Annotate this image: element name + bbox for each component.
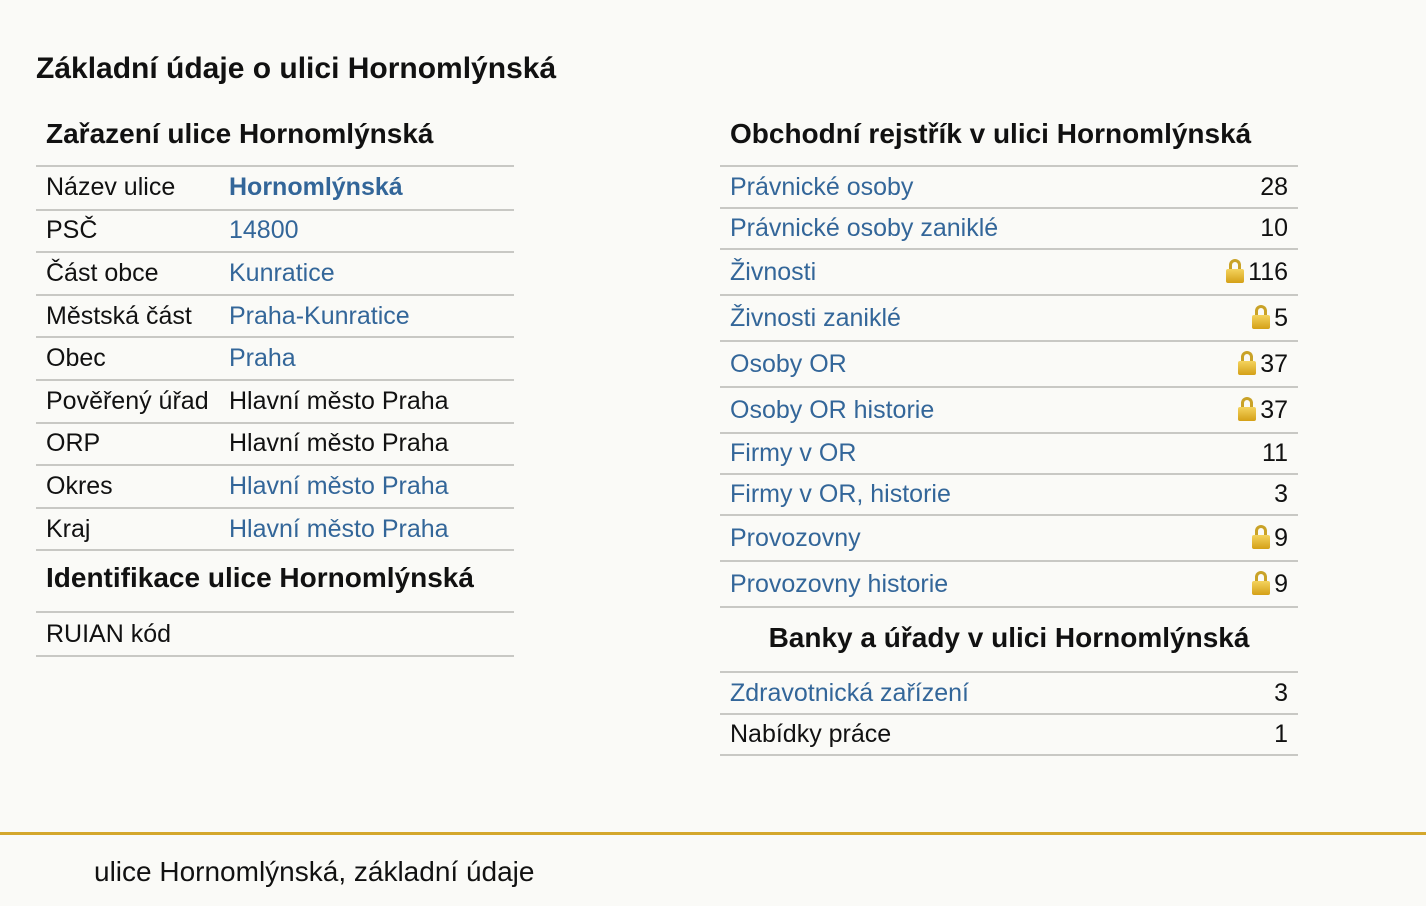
row-label: Městská část	[36, 295, 219, 338]
cast-obce-link[interactable]: Kunratice	[229, 258, 335, 287]
psc-link[interactable]: 14800	[229, 216, 299, 245]
right-column	[720, 110, 1298, 756]
provozovny-historie-link[interactable]: Provozovny historie	[730, 569, 949, 598]
zivnosti-zanikle-link[interactable]: Živnosti zaniklé	[730, 303, 901, 332]
table-row	[36, 423, 514, 466]
lock-icon	[1252, 305, 1270, 329]
row-count	[1178, 515, 1298, 561]
table-row	[720, 433, 1298, 474]
table-row	[36, 337, 514, 380]
obchodni-heading: Obchodní rejstřík v ulici Hornomlýnská	[720, 110, 1298, 167]
table-row	[720, 515, 1298, 561]
row-value: Hlavní město Praha	[219, 423, 514, 466]
row-count: 3	[1178, 474, 1298, 515]
row-value	[219, 252, 514, 295]
banky-table	[720, 673, 1298, 756]
firmy-v-or-link[interactable]: Firmy v OR	[730, 439, 857, 467]
zdravotnicka-zarizeni-link[interactable]: Zdravotnická zařízení	[730, 678, 969, 707]
row-label: RUIAN kód	[36, 613, 219, 656]
row-value	[219, 508, 514, 551]
row-value	[219, 210, 514, 253]
row-count	[1178, 561, 1298, 607]
table-row	[36, 380, 514, 423]
row-count	[1178, 387, 1298, 433]
row-value	[219, 613, 514, 656]
provozovny-link[interactable]: Provozovny	[730, 523, 861, 552]
row-label: Název ulice	[36, 167, 219, 210]
row-label: Okres	[36, 465, 219, 508]
identifikace-heading: Identifikace ulice Hornomlýnská	[36, 551, 514, 613]
row-value	[219, 337, 514, 380]
left-column	[36, 110, 514, 657]
table-row	[36, 508, 514, 551]
row-label	[720, 561, 1178, 607]
table-row	[36, 167, 514, 210]
row-label	[720, 208, 1178, 249]
table-row	[36, 210, 514, 253]
row-count	[1178, 295, 1298, 341]
row-count: 10	[1178, 208, 1298, 249]
table-row	[720, 387, 1298, 433]
table-row	[720, 167, 1298, 208]
pravnicke-osoby-zanikle-link[interactable]: Právnické osoby zaniklé	[730, 214, 999, 242]
row-label	[720, 341, 1178, 387]
row-label	[720, 515, 1178, 561]
table-row	[720, 714, 1298, 755]
table-row	[720, 208, 1298, 249]
table-row	[36, 252, 514, 295]
table-row	[720, 295, 1298, 341]
row-value	[219, 167, 514, 210]
row-label: Část obce	[36, 252, 219, 295]
table-row	[720, 341, 1298, 387]
row-count: 3	[1178, 673, 1298, 714]
lock-icon	[1238, 351, 1256, 375]
mestska-cast-link[interactable]: Praha-Kunratice	[229, 301, 410, 330]
osoby-or-historie-link[interactable]: Osoby OR historie	[730, 395, 935, 424]
street-name-link[interactable]: Hornomlýnská	[229, 173, 403, 202]
row-value	[219, 465, 514, 508]
lock-icon	[1238, 397, 1256, 421]
firmy-v-or-historie-link[interactable]: Firmy v OR, historie	[730, 480, 951, 508]
row-count	[1178, 249, 1298, 295]
row-label: Pověřený úřad	[36, 380, 219, 423]
lock-icon	[1226, 259, 1244, 283]
page-title: Základní údaje o ulici Hornomlýnská	[36, 52, 557, 85]
row-count: 1	[1178, 714, 1298, 755]
row-label	[720, 433, 1178, 474]
obec-link[interactable]: Praha	[229, 344, 296, 373]
footer-divider	[0, 832, 1426, 835]
row-label: PSČ	[36, 210, 219, 253]
row-label	[720, 387, 1178, 433]
row-label	[720, 167, 1178, 208]
row-label: Nabídky práce	[720, 714, 1178, 755]
obchodni-table	[720, 167, 1298, 608]
count-value: 5	[1274, 303, 1288, 332]
row-label: ORP	[36, 423, 219, 466]
count-value: 116	[1248, 257, 1288, 286]
count-value: 37	[1260, 349, 1288, 378]
table-row	[720, 474, 1298, 515]
row-label	[720, 249, 1178, 295]
okres-link[interactable]: Hlavní město Praha	[229, 471, 449, 500]
row-value: Hlavní město Praha	[219, 380, 514, 423]
count-value: 9	[1274, 569, 1288, 598]
row-label	[720, 295, 1178, 341]
row-count	[1178, 341, 1298, 387]
table-row	[36, 295, 514, 338]
table-row	[36, 465, 514, 508]
zarazeni-table	[36, 167, 514, 551]
osoby-or-link[interactable]: Osoby OR	[730, 349, 847, 378]
count-value: 37	[1260, 395, 1288, 424]
table-row	[720, 561, 1298, 607]
lock-icon	[1252, 525, 1270, 549]
row-label: Obec	[36, 337, 219, 380]
table-row	[36, 613, 514, 656]
row-value	[219, 295, 514, 338]
row-count: 28	[1178, 167, 1298, 208]
row-count: 11	[1178, 433, 1298, 474]
table-row	[720, 673, 1298, 714]
pravnicke-osoby-link[interactable]: Právnické osoby	[730, 172, 914, 201]
zivnosti-link[interactable]: Živnosti	[730, 257, 817, 286]
table-row	[720, 249, 1298, 295]
count-value: 9	[1274, 523, 1288, 552]
row-label	[720, 474, 1178, 515]
kraj-link[interactable]: Hlavní město Praha	[229, 514, 449, 543]
banky-heading: Banky a úřady v ulici Hornomlýnská	[720, 608, 1298, 673]
row-label	[720, 673, 1178, 714]
identifikace-table	[36, 613, 514, 657]
footer-text: ulice Hornomlýnská, základní údaje	[94, 856, 535, 887]
zarazeni-heading: Zařazení ulice Hornomlýnská	[36, 110, 514, 167]
lock-icon	[1252, 571, 1270, 595]
row-label: Kraj	[36, 508, 219, 551]
